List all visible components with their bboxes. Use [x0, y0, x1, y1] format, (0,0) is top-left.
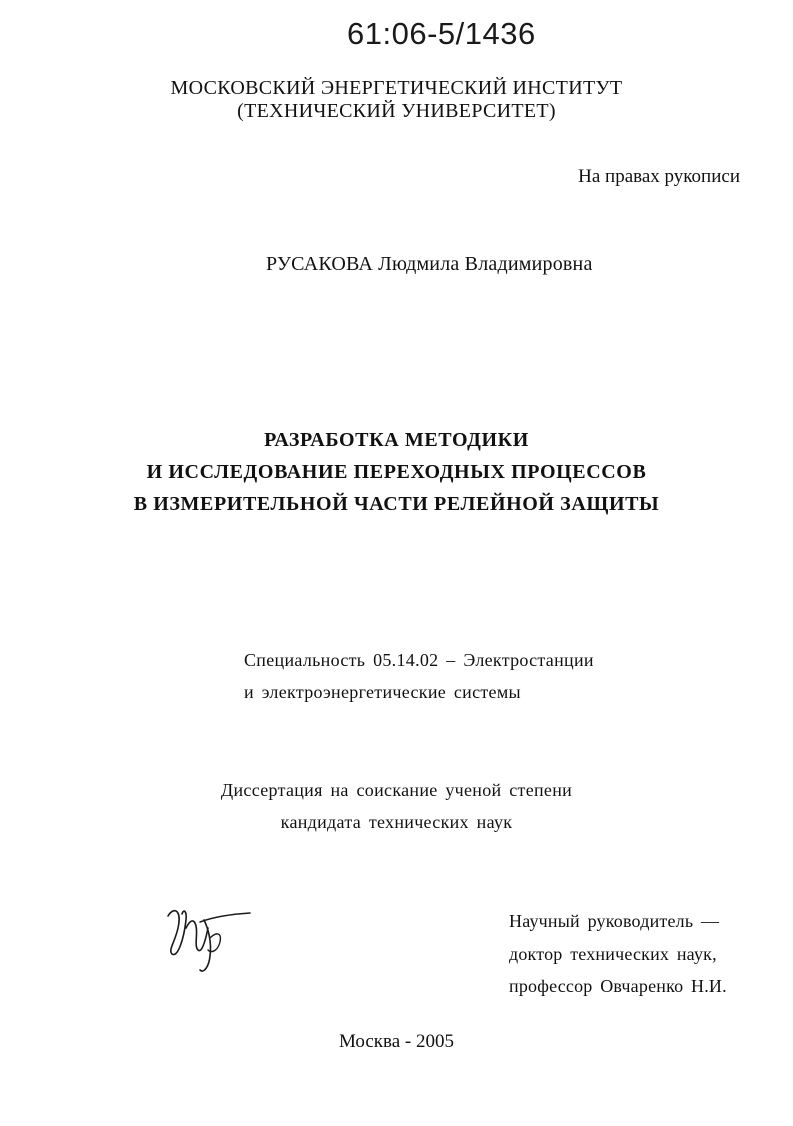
title-line-2: И ИССЛЕДОВАНИЕ ПЕРЕХОДНЫХ ПРОЦЕССОВ — [146, 461, 647, 483]
title-line-3: В ИЗМЕРИТЕЛЬНОЙ ЧАСТИ РЕЛЕЙНОЙ ЗАЩИТЫ — [133, 493, 660, 515]
supervisor-line-3: профессор Овчаренко Н.И. — [509, 976, 727, 996]
supervisor-line-2: доктор технических наук, — [509, 944, 717, 964]
author-name: РУСАКОВА Людмила Владимировна — [266, 253, 593, 275]
specialty-line-2: и электроэнергетические системы — [244, 682, 521, 702]
title-line-1: РАЗРАБОТКА МЕТОДИКИ — [264, 429, 529, 451]
institution-name: МОСКОВСКИЙ ЭНЕРГЕТИЧЕСКИЙ ИНСТИТУТ — [170, 77, 623, 99]
catalog-number: 61:06-5/1436 — [347, 16, 536, 51]
supervisor-line-1: Научный руководитель — — [509, 911, 720, 931]
dissertation-line-2: кандидата технических наук — [280, 812, 513, 832]
specialty-line-1: Специальность 05.14.02 – Электростанции — [244, 650, 594, 670]
rights-notice: На правах рукописи — [578, 166, 740, 187]
city-year: Москва - 2005 — [338, 1031, 455, 1052]
signature-icon — [160, 898, 260, 978]
dissertation-line-1: Диссертация на соискание ученой степени — [220, 780, 573, 800]
institution-subtitle: (ТЕХНИЧЕСКИЙ УНИВЕРСИТЕТ) — [237, 100, 556, 122]
